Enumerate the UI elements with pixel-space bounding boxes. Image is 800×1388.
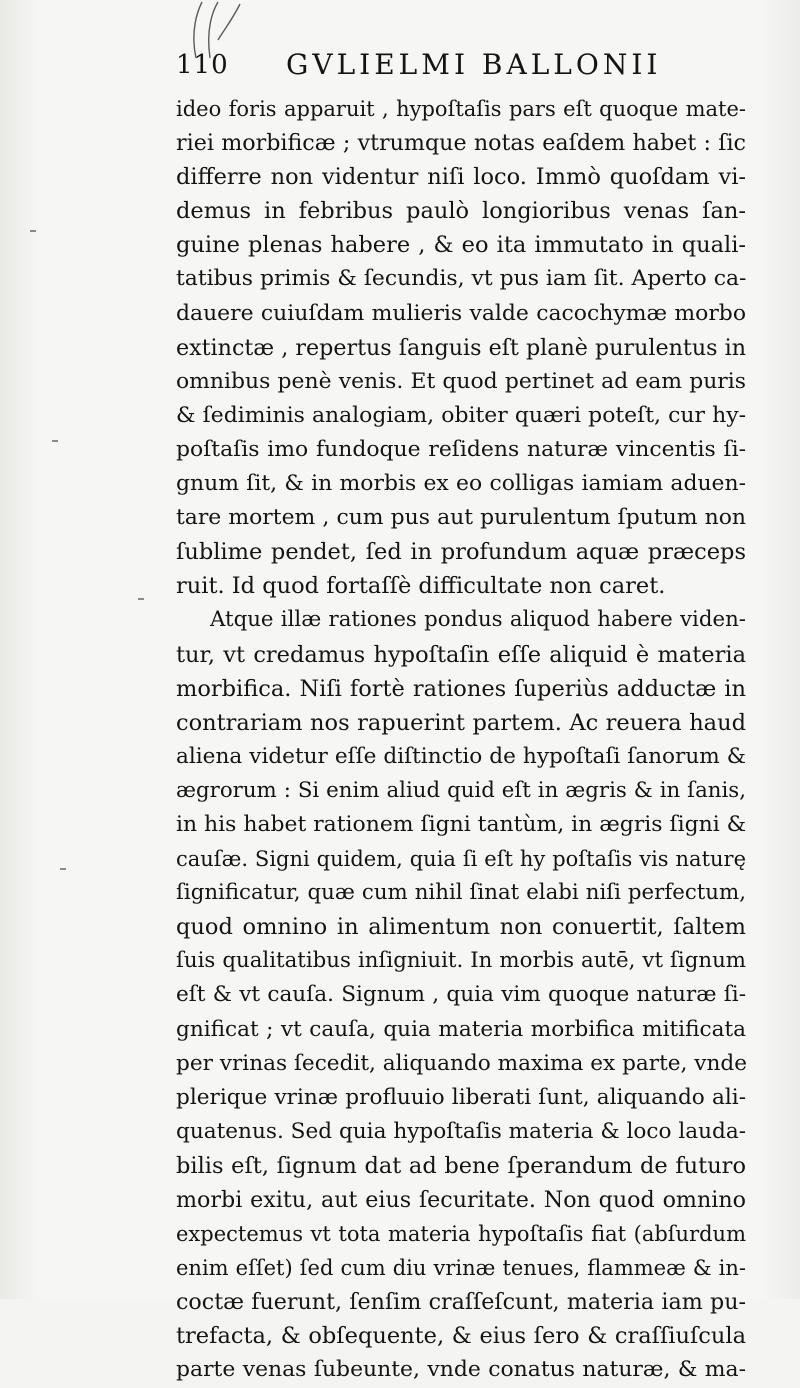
text-line: tare mortem , cum pus aut purulentum ſputum non [176,505,746,531]
text-line: ſignificatur, quæ cum nihil ſinat elabi niſi perfectum, [176,880,746,906]
text-line: ſublime pendet, ſed in profundum aquæ præceps [176,539,746,566]
text-line: dauere cuiuſdam mulieris valde cacochymæ morbo [176,300,746,326]
text-line: ſuis qualitatibus inſigniuit. In morbis autē, vt ſignum [176,948,746,974]
body-text [176,92,746,1388]
text-line: differre non videntur niſi loco. Immò quoſdam vi- [176,164,746,191]
text-line: expectemus vt tota materia hypoſtaſis fiat (abſurdum [176,1222,746,1247]
text-line: tatibus primis & ſecundis, vt pus iam ſit. Aperto ca- [176,266,747,292]
text-line: per vrinas ſecedit, aliquando maxima ex parte, vnde [176,1050,747,1076]
text-line: quod omnino in alimentum non conuertit, ſaltem [176,914,746,941]
page-number: 110 [176,50,229,80]
text-line: gnum ſit, & in morbis ex eo colligas iamiam aduen- [176,471,746,497]
text-line: demus in febribus paulò longioribus venas ſan- [176,198,746,225]
text-line: aliena videtur eſſe diſtinctio de hypoſtaſi ſanorum & [176,743,746,769]
text-line: & ſediminis analogiam, obiter quæri poteſt, cur hy- [176,402,746,428]
text-line: quatenus. Sed quia hypoſtaſis materia & loco lauda- [176,1118,747,1144]
margin-speck [60,868,66,870]
margin-speck [30,230,36,232]
text-line: morbifica. Niſi fortè rationes ſuperiùs adductæ in [176,675,746,702]
text-line: riei morbificæ ; vtrumque notas eaſdem habet : ſic [176,130,746,157]
text-line: morbi exitu, aut eius ſecuritate. Non quod omnino [176,1187,746,1213]
text-line: eſt & vt cauſa. Signum , quia vim quoque naturæ ſi- [176,982,746,1008]
text-line: ideo foris apparuit , hypoſtaſis pars eſt quoque mate- [176,97,746,121]
text-line: bilis eſt, ſignum dat ad bene ſperandum de futuro [176,1152,746,1179]
text-line: cauſæ. Signi quidem, quia ſi eſt hy poſtaſis vis naturę [176,847,746,872]
running-title: GVLIELMI BALLONII [286,48,662,81]
text-line: contrariam nos rapuerint partem. Ac reuera haud [176,709,746,736]
text-line: ægrorum : Si enim aliud quid eſt in ægris & in ſanis, [176,777,746,803]
margin-speck [52,440,58,442]
text-line: parte venas ſubeunte, vnde conatus naturæ, & ma- [176,1357,746,1383]
paragraph-1 [176,92,746,603]
text-line: guine plenas habere , & eo ita immutato in quali- [176,232,746,259]
text-line: coctæ fuerunt, ſenſim craſſeſcunt, materia iam pu- [176,1289,746,1316]
text-line: enim eſſet) ſed cum diu vrinæ tenues, flammeæ & in- [176,1256,746,1281]
text-line: tur, vt credamus hypoſtaſin eſſe aliquid è materia [176,641,746,668]
text-line: plerique vrinæ profluuio liberati ſunt, aliquando ali- [176,1084,746,1110]
text-line: Atque illæ rationes pondus aliquod habere viden- [210,607,746,633]
margin-speck [138,598,144,600]
text-line: in his habet rationem ſigni tantùm, in ægris ſigni & [176,811,747,837]
paragraph-2 [176,603,746,1387]
text-line: gnificat ; vt cauſa, quia materia morbifica mitificata [176,1016,746,1042]
text-line: ruit. Id quod fortaſſè difficultate non caret. [176,573,666,600]
text-line: poſtaſis imo fundoque reſidens naturæ vincentis ſi- [176,436,746,462]
text-line: omnibus penè venis. Et quod pertinet ad eam puris [176,368,746,394]
text-line: extinctæ , repertus ſanguis eſt planè purulentus in [176,334,746,361]
text-line: trefacta, & obſequente, & eius ſero & craſſiuſcula [176,1323,746,1350]
